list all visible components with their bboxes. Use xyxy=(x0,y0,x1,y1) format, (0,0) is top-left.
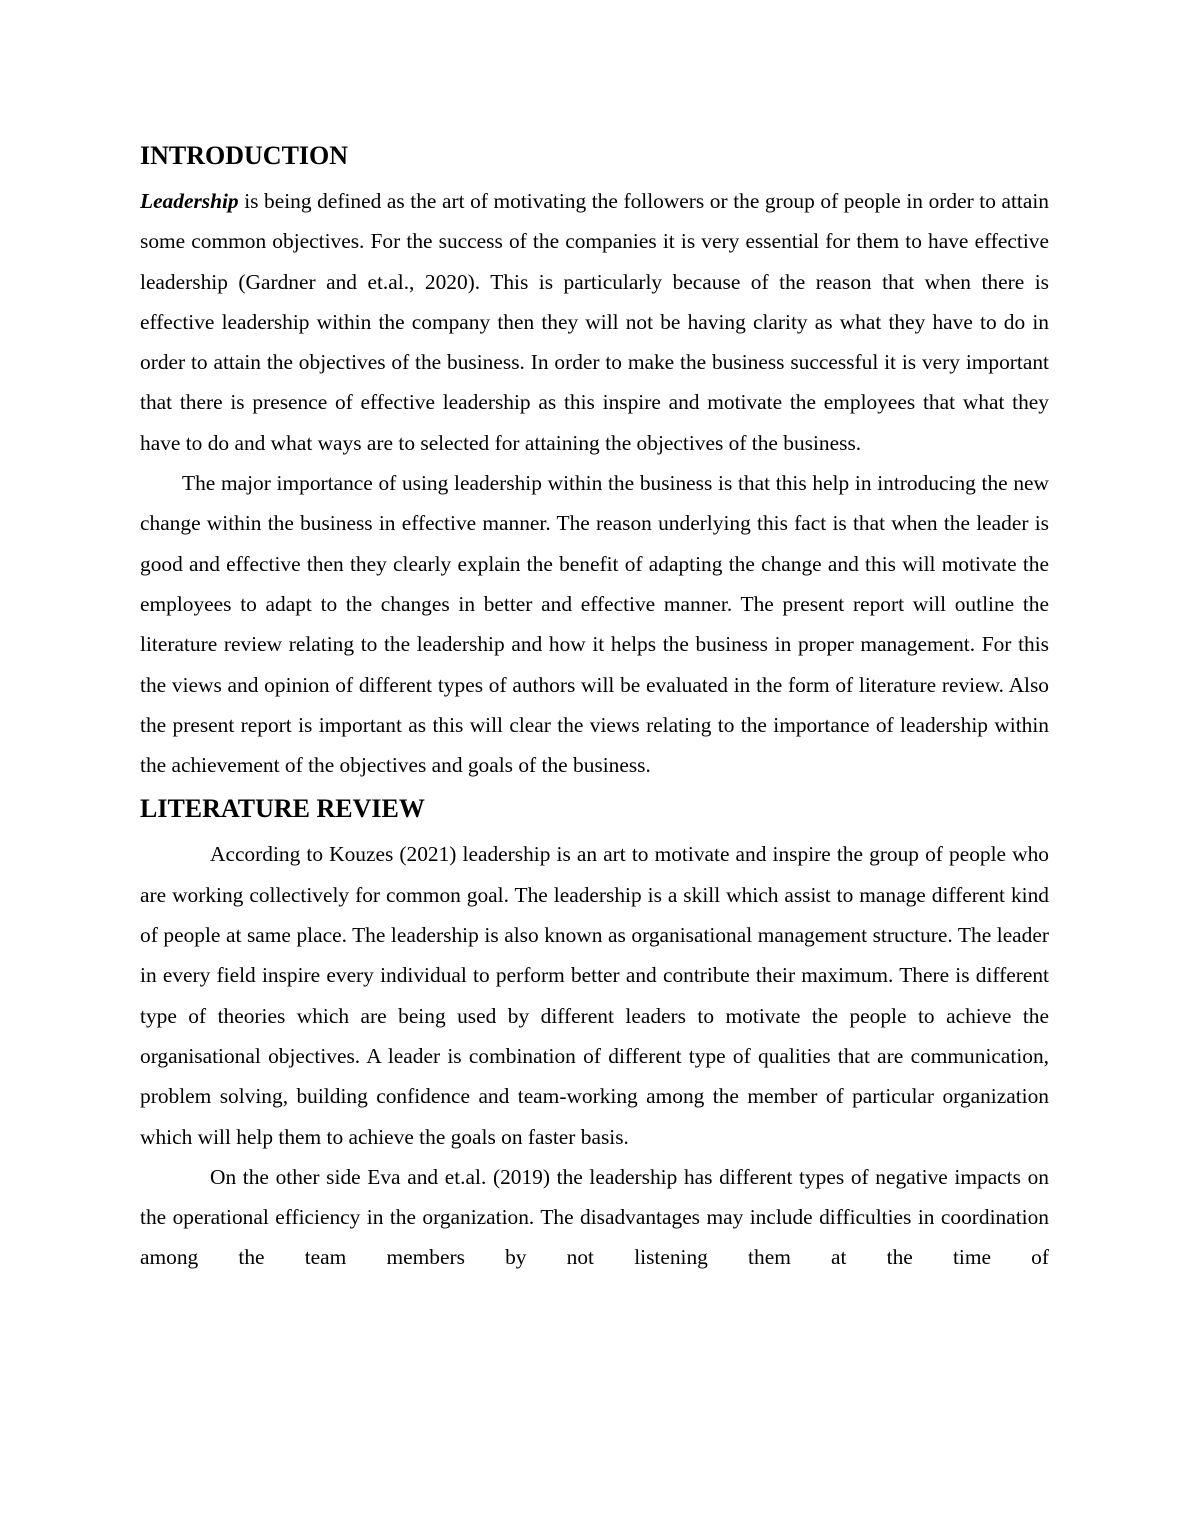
literature-review-heading: LITERATURE REVIEW xyxy=(140,794,425,824)
literature-review-paragraph-2: On the other side Eva and et.al. (2019) the leadership has different types of negative impacts on the operational efficiency in the organization. The disadvantages may include difficulties in coordination among the team members by not listening them at the time of xyxy=(140,1164,1049,1270)
literature-review-paragraph-1: According to Kouzes (2021) leadership is an art to motivate and inspire the group of people who are working collectively for common goal. The leadership is a skill which assist to manage different kind of people at same place. The leadership is also known as organisational management structure. The leader in every field inspire every individual to perform better and contribute their maximum. There is different type of theories which are being used by different leaders to motivate the people to achieve the organisational objectives. A leader is combination of different type of qualities that are communication, problem solving, building confidence and team-working among the member of particular organization which will help them to achieve the goals on faster basis. xyxy=(140,842,1049,1149)
introduction-paragraph-1 xyxy=(140,181,1049,463)
document-page xyxy=(140,138,1049,1278)
introduction-paragraph-1-text: is being defined as the art of motivating the followers or the group of people in order to attain some common objectives. For the success of the companies it is very essential for them to have effective leadership (Gardner and et.al., 2020). This is particularly because of the reason that when there is effective leadership within the company then they will not be having clarity as what they have to do in order to attain the objectives of the business. In order to make the business successful it is very important that there is presence of effective leadership as this inspire and motivate the employees that what they have to do and what ways are to selected for attaining the objectives of the business. xyxy=(140,189,1049,455)
introduction-paragraph-2: The major importance of using leadership within the business is that this help in introducing the new change within the business in effective manner. The reason underlying this fact is that when the leader is good and effective then they clearly explain the benefit of adapting the change and this will motivate the employees to adapt to the changes in better and effective manner. The present report will outline the literature review relating to the leadership and how it helps the business in proper management. For this the views and opinion of different types of authors will be evaluated in the form of literature review. Also the present report is important as this will clear the views relating to the importance of leadership within the achievement of the objectives and goals of the business. xyxy=(140,471,1049,778)
introduction-heading: INTRODUCTION xyxy=(140,141,349,170)
lead-term: Leadership xyxy=(140,189,239,213)
